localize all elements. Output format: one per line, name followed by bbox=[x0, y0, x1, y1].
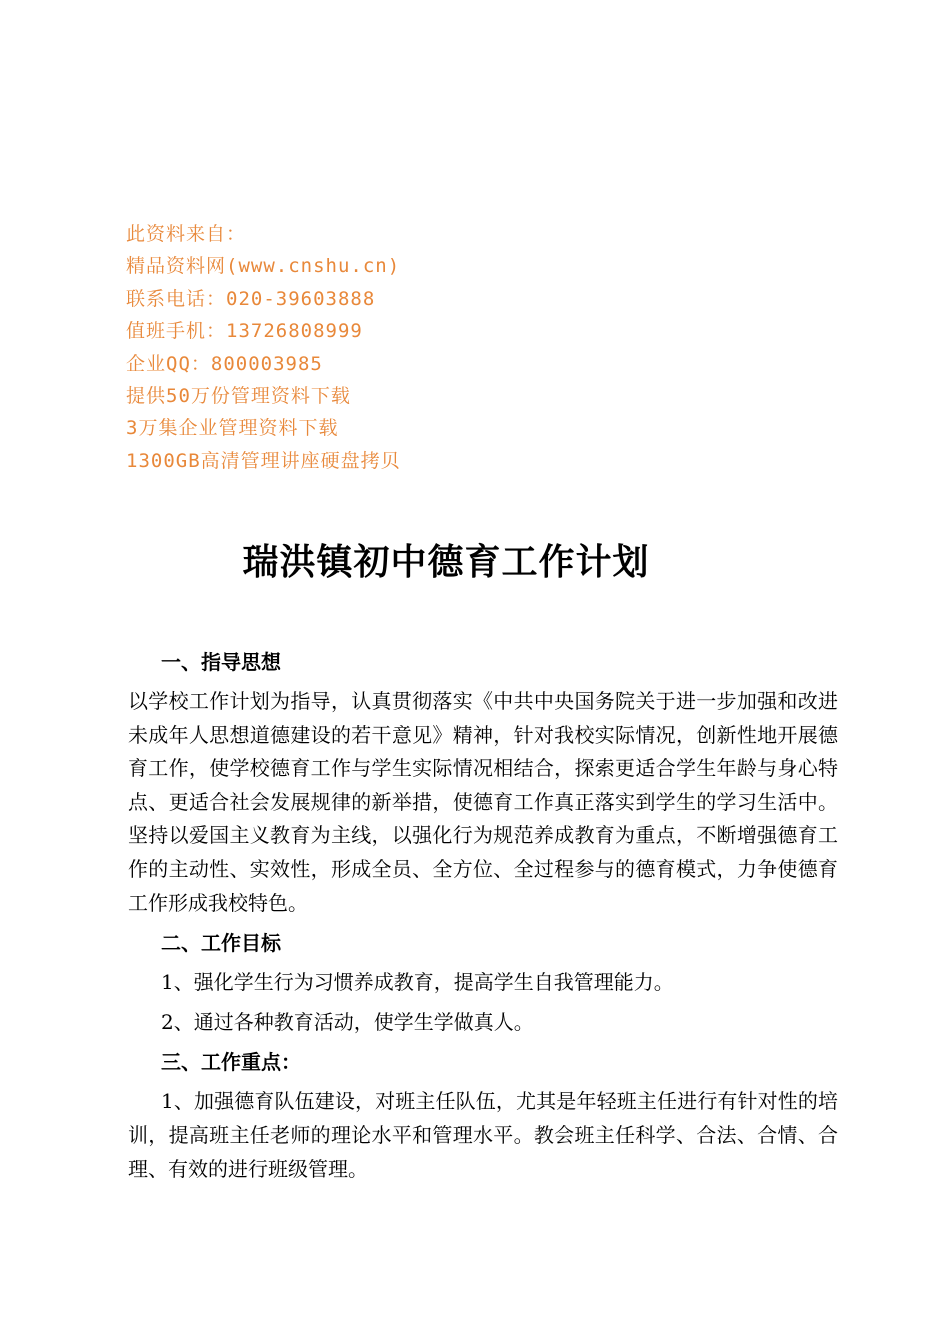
section-heading-focus: 三、工作重点： bbox=[161, 1050, 301, 1075]
source-line-phone: 联系电话：020-39603888 bbox=[126, 287, 376, 310]
goal-item: 1、强化学生行为习惯养成教育，提高学生自我管理能力。 bbox=[161, 970, 674, 995]
section-paragraph-guiding: 以学校工作计划为指导，认真贯彻落实《中共中央国务院关于进一步加强和改进未成年人思想道德建设的若干意见》精神，针对我校实际情况，创新性地开展德育工作，使学校德育工作与学生实际情况相结合，探索更适合学生年龄与身心特点、更适合社会发展规律的新举措，使德育工作真正落实到学生的学习生活中。坚持以爱国主义教育为主线，以强化行为规范养成教育为重点，不断增强德育工作的主动性、实效性，形成全员、全方位、全过程参与的德育模式，力争使德育工作形成我校特色。 bbox=[128, 689, 838, 915]
focus-item: 1、加强德育队伍建设，对班主任队伍，尤其是年轻班主任进行有针对性的培训，提高班主任老师的理论水平和管理水平。教会班主任科学、合法、合情、合理、有效的进行班级管理。 bbox=[128, 1089, 838, 1181]
section-heading-goals: 二、工作目标 bbox=[161, 931, 281, 956]
document-title: 瑞洪镇初中德育工作计划 bbox=[242, 542, 650, 583]
source-info-block bbox=[126, 218, 726, 477]
document-body bbox=[128, 645, 838, 1192]
source-line-offer-2: 3万集企业管理资料下载 bbox=[126, 417, 339, 440]
source-line-website: 精品资料网(www.cnshu.cn) bbox=[126, 255, 401, 278]
source-line-offer-3: 1300GB高清管理讲座硬盘拷贝 bbox=[126, 449, 401, 472]
source-line-qq: 企业QQ：800003985 bbox=[126, 352, 323, 375]
goal-item: 2、通过各种教育活动，使学生学做真人。 bbox=[161, 1009, 534, 1034]
source-line-mobile: 值班手机：13726808999 bbox=[126, 320, 363, 343]
source-line-intro: 此资料来自： bbox=[126, 223, 247, 245]
source-line-offer-1: 提供50万份管理资料下载 bbox=[126, 384, 351, 407]
section-heading-guiding: 一、指导思想 bbox=[161, 650, 281, 674]
